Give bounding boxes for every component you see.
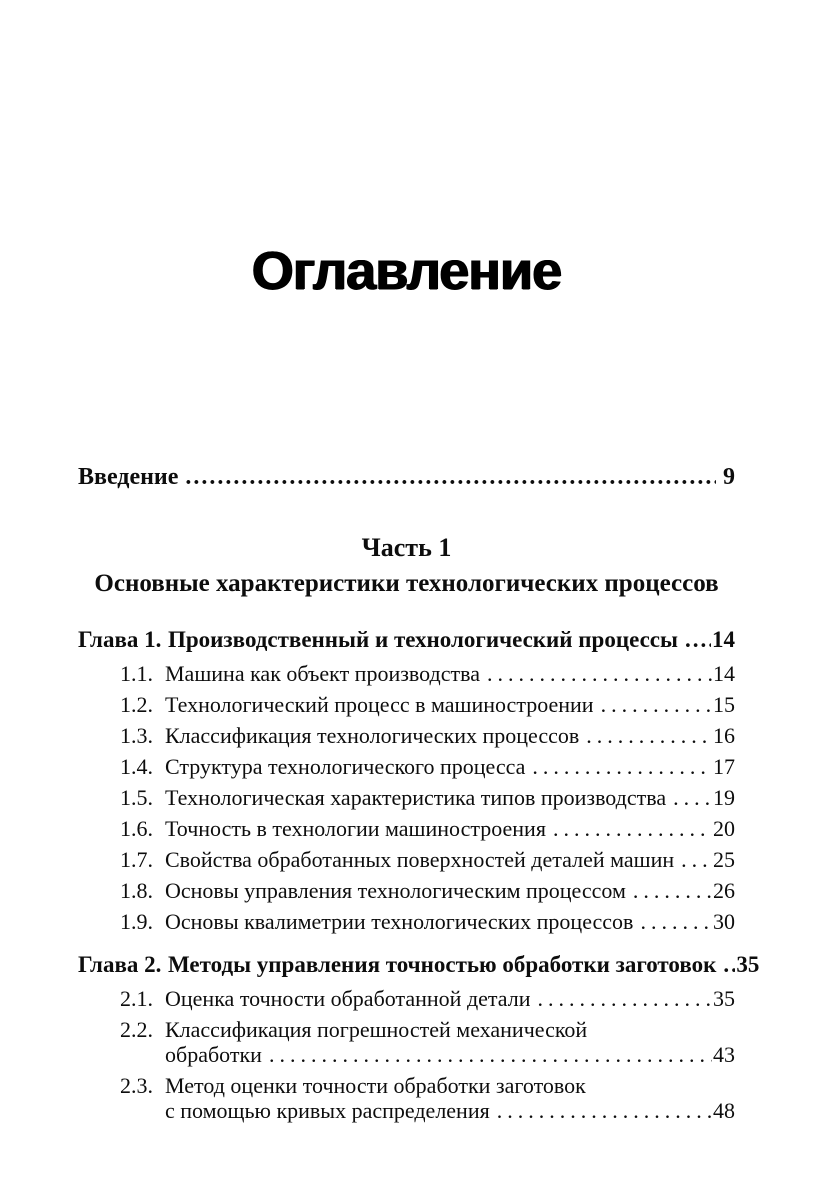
toc-entry-1-7	[120, 847, 735, 872]
dot-leader	[532, 754, 712, 779]
toc-entry-introduction	[78, 463, 735, 491]
page-number: 15	[713, 692, 735, 717]
page-number: 16	[713, 723, 735, 748]
dot-leader	[586, 723, 712, 748]
page-number: 19	[713, 785, 735, 810]
item-title: Машина как объект производства	[165, 661, 480, 686]
toc-entry-1-9	[120, 909, 735, 934]
toc-entry-2-3	[120, 1073, 735, 1123]
page-number: 35	[713, 986, 735, 1011]
chapter-2-items	[78, 986, 735, 1123]
item-number: 2.2.	[120, 1017, 153, 1042]
dot-leader	[185, 463, 716, 491]
chapter-label: Глава 2.	[78, 952, 162, 977]
page-number: 35	[736, 952, 760, 977]
item-number: 1.5.	[120, 785, 153, 810]
item-title: Структура технологического процесса	[165, 754, 526, 779]
page-number: 48	[713, 1098, 735, 1123]
page-number: 14	[713, 661, 735, 686]
dot-leader	[685, 627, 711, 653]
dot-leader	[640, 909, 712, 934]
chapter-1-items	[78, 661, 735, 934]
item-number: 1.3.	[120, 723, 153, 748]
item-title-line-2: обработки	[165, 1042, 262, 1067]
item-number: 1.7.	[120, 847, 153, 872]
item-title: Технологический процесс в машиностроении	[165, 692, 594, 717]
item-title-line-2: с помощью кривых распределения	[165, 1098, 490, 1123]
item-title-line-1: Метод оценки точности обработки заготовок	[165, 1073, 586, 1098]
item-number: 1.8.	[120, 878, 153, 903]
dot-leader	[553, 816, 712, 841]
toc-entry-1-1	[120, 661, 735, 686]
toc-entry-1-4	[120, 754, 735, 779]
item-number: 1.2.	[120, 692, 153, 717]
item-title: Основы управления технологическим процессом	[165, 878, 626, 903]
dot-leader	[723, 952, 735, 978]
page-number: 26	[713, 878, 735, 903]
dot-leader	[269, 1042, 712, 1067]
toc-entry-chapter-1	[78, 627, 735, 653]
dot-leader	[538, 986, 713, 1011]
item-number: 1.9.	[120, 909, 153, 934]
toc-entry-1-3	[120, 723, 735, 748]
item-number: 2.1.	[120, 986, 153, 1011]
chapter-label: Глава 1.	[78, 627, 162, 652]
dot-leader	[497, 1098, 712, 1123]
page-number: 25	[713, 847, 735, 872]
toc-entry-2-1	[120, 986, 735, 1011]
chapter-title: Методы управления точностью обработки заготовок	[168, 952, 717, 977]
item-title: Точность в технологии машиностроения	[165, 816, 546, 841]
dot-leader	[633, 878, 712, 903]
page-number: 17	[713, 754, 735, 779]
item-title-line-1: Классификация погрешностей механической	[165, 1017, 588, 1042]
item-number: 1.6.	[120, 816, 153, 841]
dot-leader	[673, 785, 712, 810]
toc-entry-2-2	[120, 1017, 735, 1067]
item-number: 2.3.	[120, 1073, 153, 1098]
dot-leader	[601, 692, 712, 717]
page-number: 20	[713, 816, 735, 841]
page-number: 14	[712, 627, 735, 652]
part-title: Основные характеристики технологических процессов	[94, 570, 719, 597]
toc-entry-1-8	[120, 878, 735, 903]
toc-entry-chapter-2	[78, 952, 760, 978]
toc-entry-1-6	[120, 816, 735, 841]
item-title: Свойства обработанных поверхностей деталей машин	[165, 847, 675, 872]
toc-entry-1-5	[120, 785, 735, 810]
item-title: Основы квалиметрии технологических процессов	[165, 909, 634, 934]
dot-leader	[681, 847, 712, 872]
page-title: Оглавление	[251, 241, 562, 301]
item-number: 1.1.	[120, 661, 153, 686]
item-title: Технологическая характеристика типов производства	[165, 785, 667, 810]
item-title: Оценка точности обработанной детали	[165, 986, 531, 1011]
part-kicker: Часть 1	[361, 533, 452, 562]
chapter-title: Производственный и технологический процессы	[168, 627, 678, 652]
page-number: 30	[713, 909, 735, 934]
dot-leader	[487, 661, 712, 686]
page-number: 9	[723, 464, 735, 490]
item-number: 1.4.	[120, 754, 153, 779]
page-number: 43	[713, 1042, 735, 1067]
intro-label: Введение	[78, 464, 179, 490]
toc-entry-1-2	[120, 692, 735, 717]
toc-content	[78, 241, 760, 1123]
item-title: Классификация технологических процессов	[165, 723, 580, 748]
